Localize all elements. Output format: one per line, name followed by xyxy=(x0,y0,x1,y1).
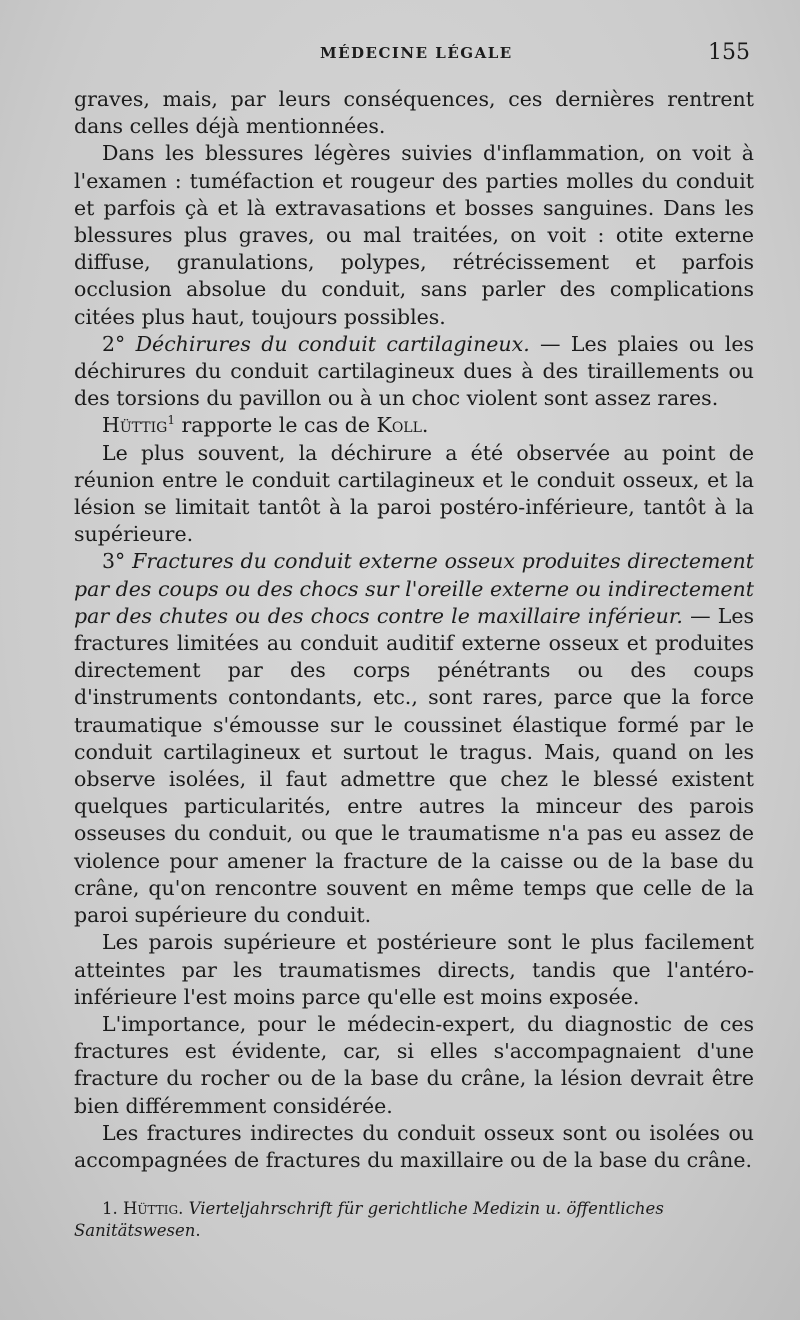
paragraph-2: Dans les blessures légères suivies d'inflammation, on voit à l'examen : tuméfaction et rougeur des parties molles du conduit et parfois çà et là extravasations et bosses sanguines. Dans les blessures plus graves, ou mal traitées, on voit : otite externe diffuse, granulations, polypes, rétrécissement et parfois occlusion absolue du conduit, sans parler des complications citées plus haut, toujours possibles. xyxy=(74,141,754,329)
footnote-author: Hüttig xyxy=(123,1199,179,1218)
author-name-huttig: Hüttig xyxy=(102,413,168,438)
paragraph-6 xyxy=(74,548,754,929)
section-title-2: Déchirures du conduit cartilagineux. xyxy=(135,331,530,356)
paragraph-4 xyxy=(74,412,754,439)
footnote-number: 1. xyxy=(102,1199,118,1218)
running-head: MÉDECINE LÉGALE xyxy=(320,44,513,62)
paragraph-6-text: — Les fractures limitées au conduit auditif externe osseux et produites directement par des corps pénétrants ou des coups d'instruments contondants, etc., sont rares, parce que la force traumatique s'émousse sur le coussinet élastique formé par le conduit cartilagineux et surtout le tragus. Mais, quand on les observe isolées, il faut admettre que chez le blessé existent quelques particularités, entre autres la minceur des parois osseuses du conduit, ou que le traumatisme n'a pas eu assez de violence pour amener la fracture de la caisse ou de la base du crâne, qu'on rencontre souvent en même temps que celle de la paroi supérieure du conduit. xyxy=(74,603,754,928)
footnote-journal-title: Vierteljahrschrift für gerichtliche Medizin u. öffentliches Sanitätswesen xyxy=(74,1199,664,1240)
body-text xyxy=(74,86,754,1174)
paragraph-7: Les parois supérieure et postérieure sont le plus facilement atteintes par les traumatismes directs, tandis que l'antéro-inférieure l'est moins parce qu'elle est moins exposée. xyxy=(74,930,754,1009)
section-number-2: 2° xyxy=(102,331,126,356)
page-number: 155 xyxy=(708,40,750,65)
paragraph-4-end: . xyxy=(421,413,429,438)
paragraph-3 xyxy=(74,331,754,413)
section-number-3: 3° xyxy=(102,549,126,574)
footnote: 1. Hüttig. Vierteljahrschrift für gerichtliche Medizin u. öffentliches Sanitätswesen. xyxy=(74,1199,664,1240)
section-title-3: Fractures du conduit externe osseux produites directement par des coups ou des chocs sur l'oreille externe ou indirectement par des chutes ou des chocs contre le maxillaire inférieur. xyxy=(74,549,754,628)
footnote-ref: 1 xyxy=(167,413,175,428)
paragraph-5: Le plus souvent, la déchirure a été observée au point de réunion entre le conduit cartilagineux et le conduit osseux, et la lésion se limitait tantôt à la paroi postéro-inférieure, tantôt à la supérieure. xyxy=(74,440,754,547)
paragraph-8: L'importance, pour le médecin-expert, du diagnostic de ces fractures est évidente, car, si elles s'accompagnaient d'une fracture du rocher ou de la base du crâne, la lésion devrait être bien différemment considérée. xyxy=(74,1011,754,1118)
paragraph-4-mid: rapporte le cas de xyxy=(174,413,377,438)
paragraph-3-text: — Les plaies ou les déchirures du conduit cartilagineux dues à des tiraillements ou des torsions du pavillon ou à un choc violent sont assez rares. xyxy=(74,331,754,411)
paragraph-9: Les fractures indirectes du conduit osseux sont ou isolées ou accompagnées de fractures du maxillaire ou de la base du crâne. xyxy=(74,1120,754,1172)
paragraph-1: graves, mais, par leurs conséquences, ces dernières rentrent dans celles déjà mentionnées. xyxy=(74,87,754,139)
author-name-koll: Koll xyxy=(376,413,422,438)
